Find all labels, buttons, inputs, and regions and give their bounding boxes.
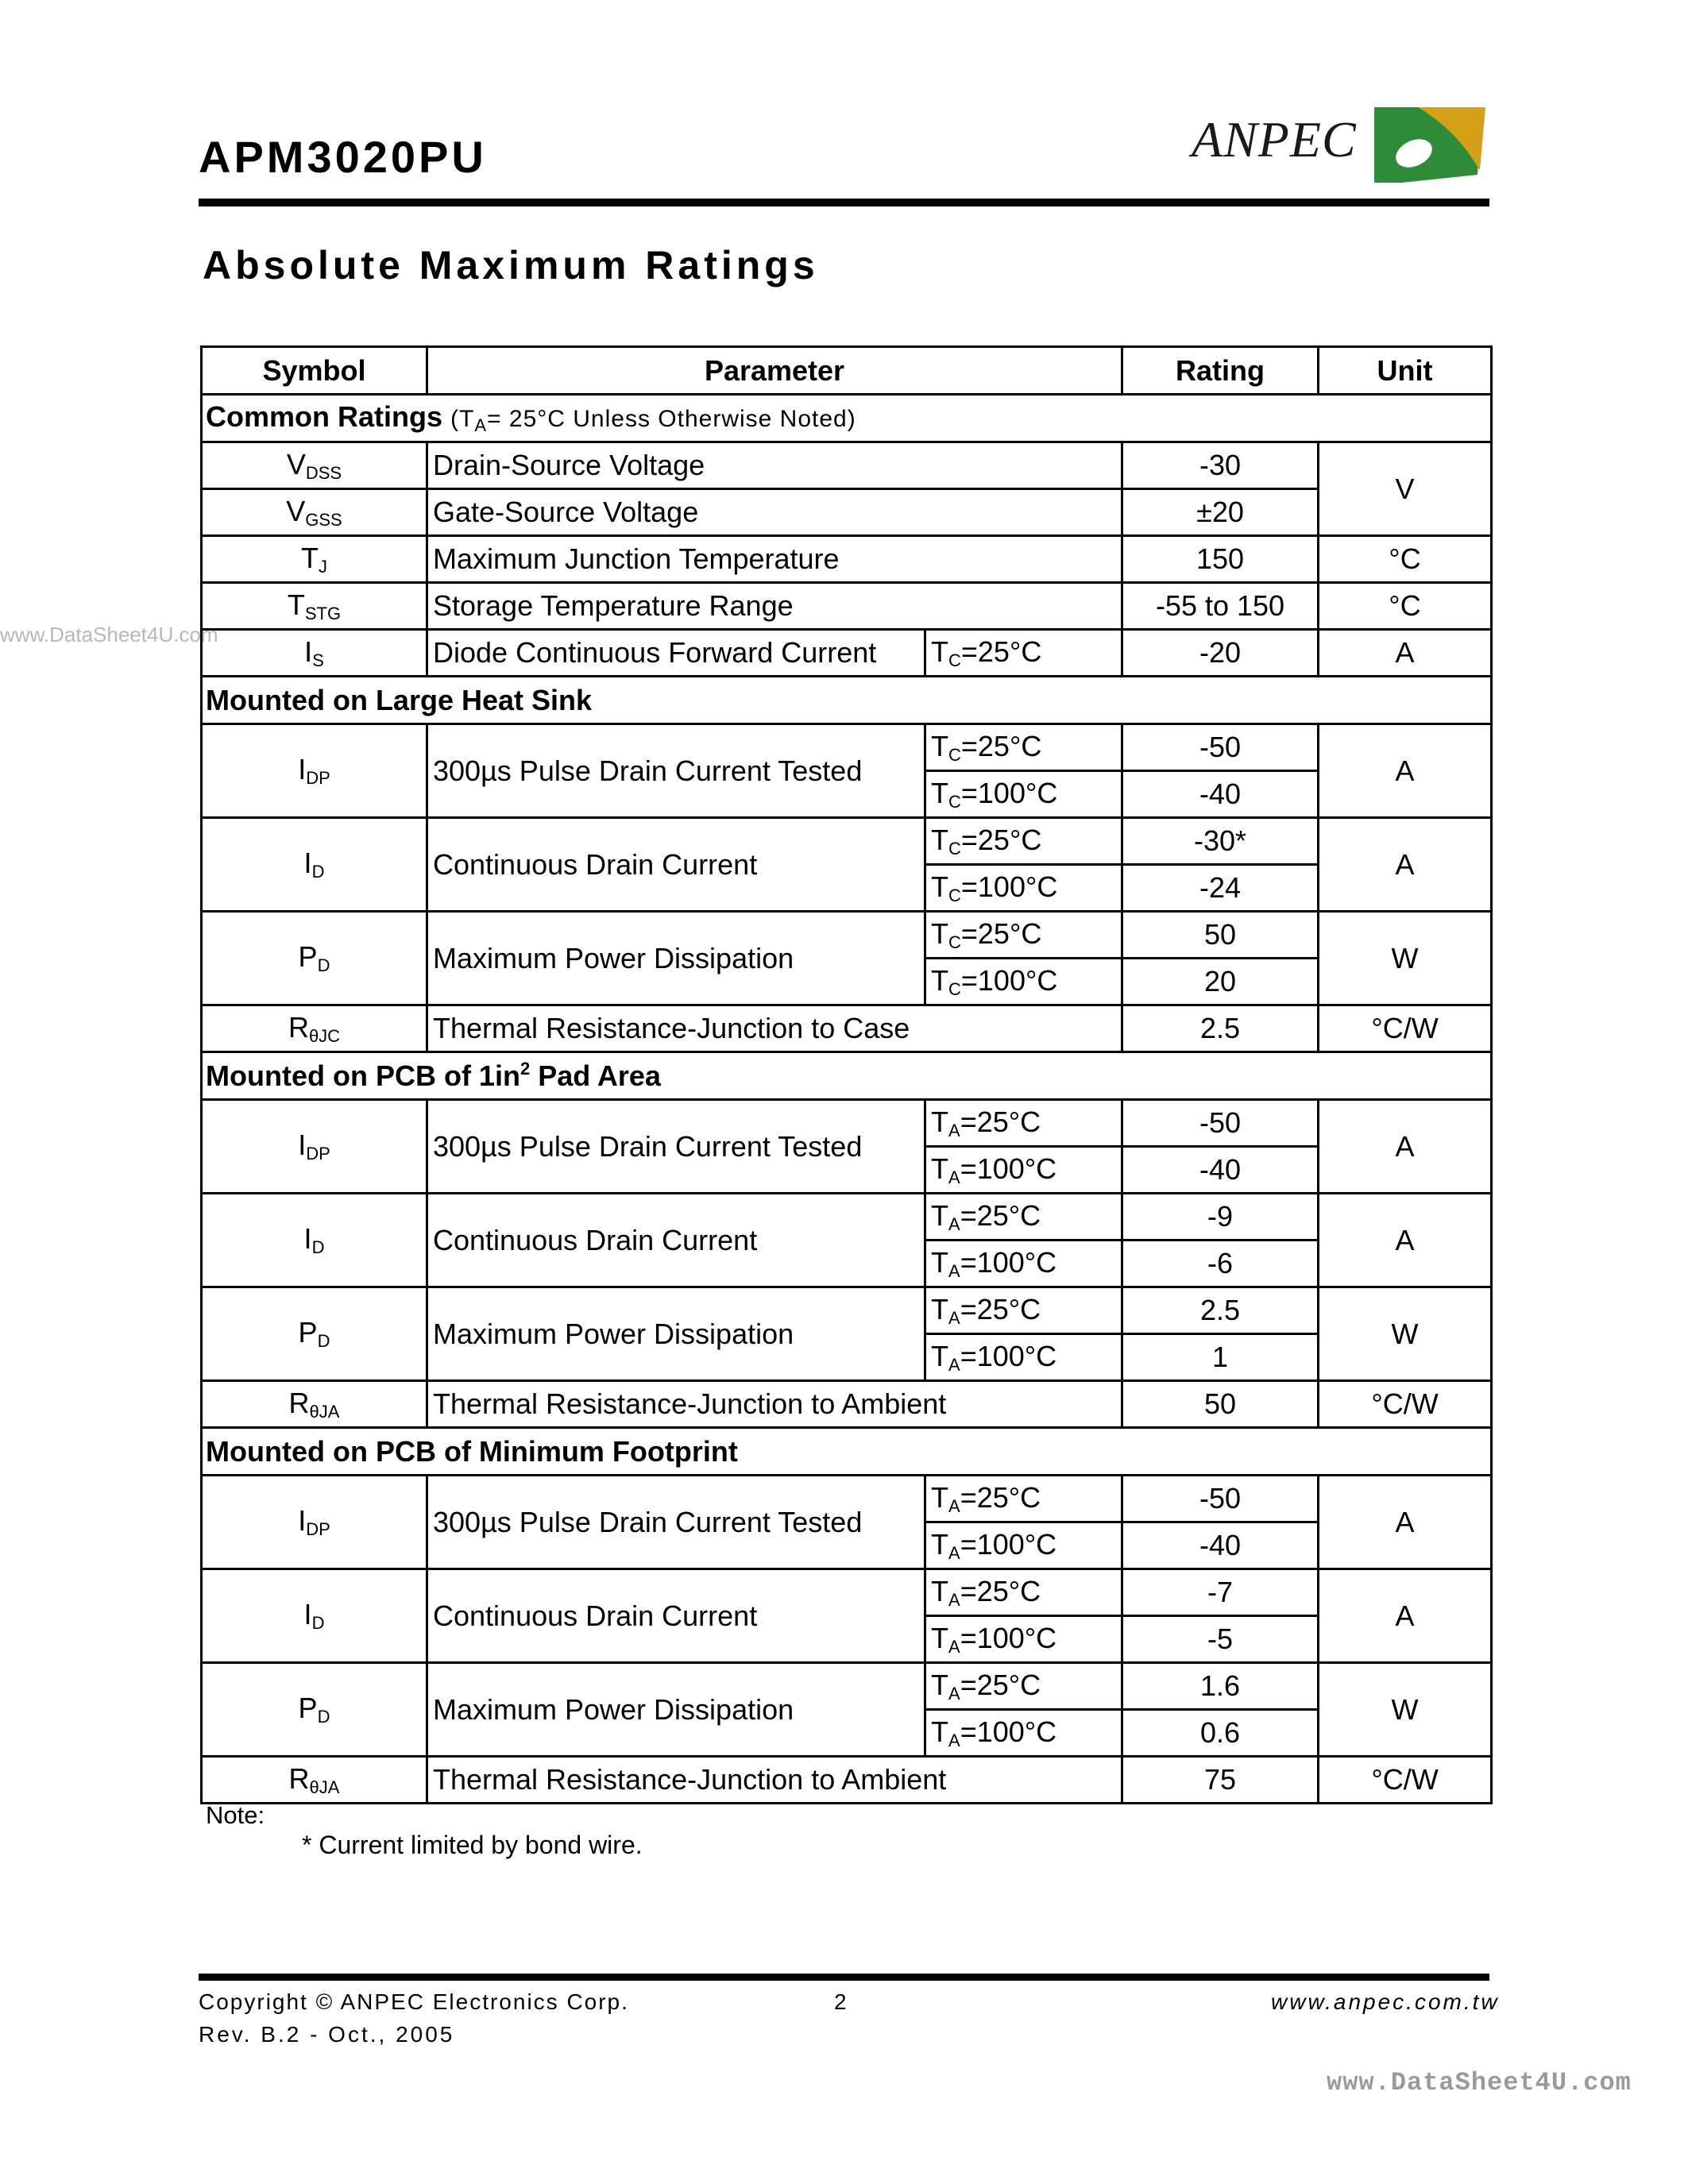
unit-cell: A xyxy=(1319,818,1492,912)
condition-cell: $T_C=25^\circ C$ xyxy=(925,724,1122,771)
rating-cell: 2.5 xyxy=(1122,1287,1319,1334)
symbol-cell: $R_{\theta JC}$ xyxy=(202,1005,427,1052)
rating-cell: 50 xyxy=(1122,912,1319,959)
parameter-cell: Continuous Drain Current xyxy=(427,1569,925,1663)
unit-cell: A xyxy=(1319,630,1492,677)
symbol-cell: $I_{DP}$ xyxy=(202,724,427,818)
section-title-common: Common Ratings ($T_A= 25^\circ C$ Unless Otherwise Noted) xyxy=(202,395,1492,442)
symbol-cell: $V_{GSS}$ xyxy=(202,489,427,536)
condition-cell: $T_C=25^\circ C$ xyxy=(925,630,1122,677)
logo-text: ANPEC xyxy=(1192,111,1357,168)
table-row xyxy=(202,536,1492,583)
rating-cell: 75 xyxy=(1122,1757,1319,1804)
table-row xyxy=(202,1381,1492,1428)
section-title-large-heat-sink: Mounted on Large Heat Sink xyxy=(202,677,1492,724)
symbol-cell: $I_{DP}$ xyxy=(202,1100,427,1194)
unit-cell: °C xyxy=(1319,536,1492,583)
parameter-cell: Drain-Source Voltage xyxy=(427,442,1122,489)
symbol-cell: $I_D$ xyxy=(202,1569,427,1663)
symbol-cell: $P_D$ xyxy=(202,1663,427,1757)
symbol-cell: $T_J$ xyxy=(202,536,427,583)
section-title-pcb-min: Mounted on PCB of Minimum Footprint xyxy=(202,1428,1492,1476)
footer-website-link[interactable]: www.anpec.com.tw xyxy=(1271,1989,1500,2014)
rating-cell: -30* xyxy=(1122,818,1319,865)
symbol-cell: $R_{\theta JA}$ xyxy=(202,1757,427,1804)
parameter-cell: Gate-Source Voltage xyxy=(427,489,1122,536)
parameter-cell: 300µs Pulse Drain Current Tested xyxy=(427,724,925,818)
parameter-cell: Thermal Resistance-Junction to Ambient xyxy=(427,1381,1122,1428)
condition-cell: $T_C=25^\circ C$ xyxy=(925,818,1122,865)
rating-cell: 2.5 xyxy=(1122,1005,1319,1052)
condition-cell: $T_A=100^\circ C$ xyxy=(925,1522,1122,1569)
anpec-logo xyxy=(1192,99,1493,187)
footer-revision: Rev. B.2 - Oct., 2005 xyxy=(199,2022,455,2047)
section-row-large-heat-sink xyxy=(202,677,1492,724)
rating-cell: 0.6 xyxy=(1122,1710,1319,1757)
condition-cell: $T_A=25^\circ C$ xyxy=(925,1100,1122,1147)
section-row-common xyxy=(202,395,1492,442)
table-row xyxy=(202,489,1492,536)
footer-copyright: Copyright © ANPEC Electronics Corp. xyxy=(199,1989,629,2014)
unit-cell: A xyxy=(1319,1194,1492,1287)
parameter-cell: Thermal Resistance-Junction to Ambient xyxy=(427,1757,1122,1804)
header-unit: Unit xyxy=(1319,347,1492,395)
table-row xyxy=(202,724,1492,771)
table-row xyxy=(202,818,1492,865)
rating-cell: -50 xyxy=(1122,1476,1319,1522)
unit-cell: °C xyxy=(1319,583,1492,630)
rating-cell: -40 xyxy=(1122,1522,1319,1569)
section-title: Absolute Maximum Ratings xyxy=(203,243,819,287)
rating-cell: -7 xyxy=(1122,1569,1319,1616)
rating-cell: 1.6 xyxy=(1122,1663,1319,1710)
rating-cell: ±20 xyxy=(1122,489,1319,536)
section-row-pcb-1in2 xyxy=(202,1052,1492,1100)
section-title-pcb-1in2: Mounted on PCB of $1in^2$ Pad Area xyxy=(202,1052,1492,1100)
header-rule xyxy=(199,199,1489,206)
rating-cell: -5 xyxy=(1122,1616,1319,1663)
parameter-cell: 300µs Pulse Drain Current Tested xyxy=(427,1476,925,1569)
parameter-cell: Maximum Power Dissipation xyxy=(427,1663,925,1757)
table-row xyxy=(202,1005,1492,1052)
symbol-cell: $I_D$ xyxy=(202,818,427,912)
table-row xyxy=(202,1476,1492,1522)
condition-cell: $T_A=25^\circ C$ xyxy=(925,1476,1122,1522)
parameter-cell: Storage Temperature Range xyxy=(427,583,1122,630)
watermark-left: www.DataSheet4U.com xyxy=(0,623,218,646)
note-item: * Current limited by bond wire. xyxy=(302,1831,643,1859)
condition-cell: $T_C=100^\circ C$ xyxy=(925,771,1122,818)
unit-cell: A xyxy=(1319,1476,1492,1569)
absolute-maximum-ratings-table xyxy=(200,345,1493,1804)
parameter-cell: Diode Continuous Forward Current xyxy=(427,630,925,677)
rating-cell: -50 xyxy=(1122,1100,1319,1147)
condition-cell: $T_C=25^\circ C$ xyxy=(925,912,1122,959)
rating-cell: -30 xyxy=(1122,442,1319,489)
condition-cell: $T_A=25^\circ C$ xyxy=(925,1194,1122,1241)
table-row xyxy=(202,1569,1492,1616)
rating-cell: -50 xyxy=(1122,724,1319,771)
unit-cell: °C/W xyxy=(1319,1381,1492,1428)
table-header-row xyxy=(202,347,1492,395)
symbol-cell: $T_{STG}$ xyxy=(202,583,427,630)
rating-cell: 50 xyxy=(1122,1381,1319,1428)
unit-cell: °C/W xyxy=(1319,1005,1492,1052)
rating-cell: -55 to 150 xyxy=(1122,583,1319,630)
footer-rule xyxy=(199,1974,1489,1981)
table-row xyxy=(202,630,1492,677)
table-row xyxy=(202,442,1492,489)
rating-cell: -6 xyxy=(1122,1241,1319,1287)
rating-cell: -40 xyxy=(1122,1147,1319,1194)
parameter-cell: 300µs Pulse Drain Current Tested xyxy=(427,1100,925,1194)
watermark-bottom: www.DataSheet4U.com xyxy=(1327,2068,1632,2097)
rating-cell: -9 xyxy=(1122,1194,1319,1241)
rating-cell: -40 xyxy=(1122,771,1319,818)
table-row xyxy=(202,1287,1492,1334)
table-row xyxy=(202,912,1492,959)
parameter-cell: Maximum Power Dissipation xyxy=(427,912,925,1005)
logo-emblem-icon xyxy=(1370,99,1489,187)
header-rating: Rating xyxy=(1122,347,1319,395)
rating-cell: 1 xyxy=(1122,1334,1319,1381)
header-parameter: Parameter xyxy=(427,347,1122,395)
table-row xyxy=(202,1757,1492,1804)
symbol-cell: $V_{DSS}$ xyxy=(202,442,427,489)
condition-cell: $T_A=25^\circ C$ xyxy=(925,1287,1122,1334)
section-row-pcb-min xyxy=(202,1428,1492,1476)
condition-cell: $T_A=100^\circ C$ xyxy=(925,1710,1122,1757)
unit-cell: A xyxy=(1319,724,1492,818)
unit-cell: A xyxy=(1319,1569,1492,1663)
table-row xyxy=(202,583,1492,630)
rating-cell: -20 xyxy=(1122,630,1319,677)
parameter-cell: Thermal Resistance-Junction to Case xyxy=(427,1005,1122,1052)
parameter-cell: Continuous Drain Current xyxy=(427,818,925,912)
unit-cell: W xyxy=(1319,1287,1492,1381)
symbol-cell: $I_{DP}$ xyxy=(202,1476,427,1569)
header-symbol: Symbol xyxy=(202,347,427,395)
unit-cell: V xyxy=(1319,442,1492,536)
rating-cell: -24 xyxy=(1122,865,1319,912)
unit-cell: A xyxy=(1319,1100,1492,1194)
symbol-cell: $I_S$ xyxy=(202,630,427,677)
rating-cell: 20 xyxy=(1122,959,1319,1005)
table-row xyxy=(202,1100,1492,1147)
table-row xyxy=(202,1663,1492,1710)
unit-cell: W xyxy=(1319,912,1492,1005)
condition-cell: $T_A=100^\circ C$ xyxy=(925,1334,1122,1381)
symbol-cell: $P_D$ xyxy=(202,912,427,1005)
condition-cell: $T_C=100^\circ C$ xyxy=(925,959,1122,1005)
footer-page-number: 2 xyxy=(834,1989,847,2014)
symbol-cell: $R_{\theta JA}$ xyxy=(202,1381,427,1428)
note-label: Note: xyxy=(206,1801,265,1829)
condition-cell: $T_A=100^\circ C$ xyxy=(925,1147,1122,1194)
unit-cell: W xyxy=(1319,1663,1492,1757)
parameter-cell: Continuous Drain Current xyxy=(427,1194,925,1287)
unit-cell: °C/W xyxy=(1319,1757,1492,1804)
parameter-cell: Maximum Power Dissipation xyxy=(427,1287,925,1381)
condition-cell: $T_A=25^\circ C$ xyxy=(925,1569,1122,1616)
symbol-cell: $I_D$ xyxy=(202,1194,427,1287)
condition-cell: $T_A=100^\circ C$ xyxy=(925,1616,1122,1663)
condition-cell: $T_C=100^\circ C$ xyxy=(925,865,1122,912)
part-number-title: APM3020PU xyxy=(199,132,487,182)
condition-cell: $T_A=100^\circ C$ xyxy=(925,1241,1122,1287)
rating-cell: 150 xyxy=(1122,536,1319,583)
parameter-cell: Maximum Junction Temperature xyxy=(427,536,1122,583)
table-row xyxy=(202,1194,1492,1241)
condition-cell: $T_A=25^\circ C$ xyxy=(925,1663,1122,1710)
symbol-cell: $P_D$ xyxy=(202,1287,427,1381)
